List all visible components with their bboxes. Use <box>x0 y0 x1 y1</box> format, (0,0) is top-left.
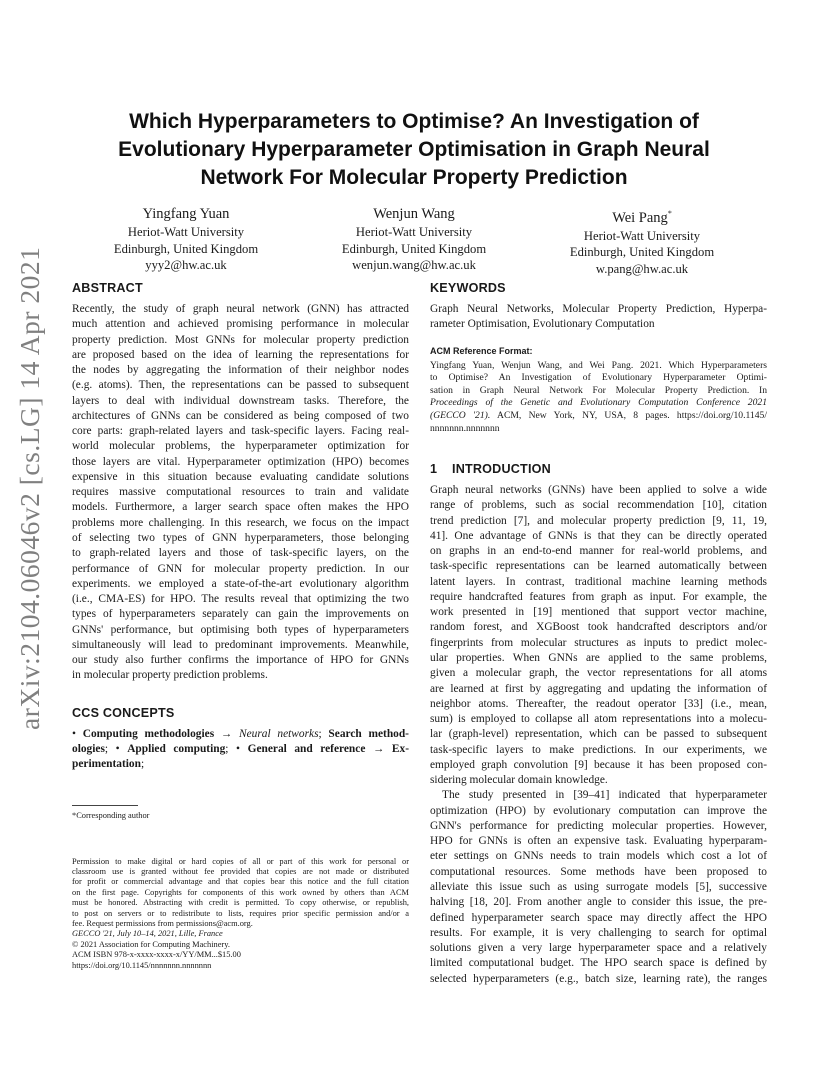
author-email: wenjun.wang@hw.ac.uk <box>352 258 476 272</box>
isbn: ACM ISBN 978-x-xxxx-xxxx-x/YY/MM...$15.00 <box>72 950 241 960</box>
footnote-rule <box>72 805 138 806</box>
text-line: to graph-related layers and those of task-specific layers, on the <box>72 547 409 560</box>
acm-ref-line: Yingfang Yuan, Wenjun Wang, and Wei Pang. 2021. Which Hyperparameters <box>430 359 767 371</box>
text-line: much attention and achieved promising performance in molecular <box>72 318 409 331</box>
author-location: Edinburgh, United Kingdom <box>341 241 487 256</box>
keywords-line: Graph Neural Networks, Molecular Property Prediction, Hyperpa- <box>430 303 767 315</box>
acm-ref-line: to Optimise? An Investigation of Evolutionary Hyperparameter Optimi- <box>430 372 767 384</box>
text-line: our study also further confirms the importance of HPO for GNNs <box>72 654 409 667</box>
text-line: given a molecular graph, the vector representations for all atoms <box>430 667 767 680</box>
title-line: Evolutionary Hyperparameter Optimisation in Graph Neural <box>118 138 710 161</box>
text-line: defined hyperparameter search space may directly affect the HPO <box>430 911 767 924</box>
text-line: HPO for GNNs is often an expensive task. Evaluating hyperparam- <box>430 835 767 848</box>
text-line: task-specific representations can be learned automatically between <box>430 560 767 573</box>
title-line: Which Hyperparameters to Optimise? An Investigation of <box>129 110 699 133</box>
venue: GECCO '21, July 10–14, 2021, Lille, France <box>72 929 223 939</box>
text-line: sum) is employed to collapse all atom representations into a molecu- <box>430 713 767 726</box>
text-line: halving [18, 20]. From another angle to consider this issue, the pre- <box>430 896 767 909</box>
section-number: 1 <box>430 462 438 477</box>
text-line: work presented in [19] mentioned that support vector machine, <box>430 606 767 619</box>
text-line: eter settings on GNNs needs to train models which cost a lot of <box>430 850 767 863</box>
author-affiliation: Heriot-Watt University <box>355 225 473 239</box>
permission-meta <box>72 929 409 971</box>
author-block <box>72 204 756 277</box>
text-line: are learned at first by aggregating and updating the information of <box>430 682 767 695</box>
text-line: classroom use is granted without fee provided that copies are not made or distributed <box>72 867 409 877</box>
acm-reference <box>430 360 767 436</box>
author-affiliation: Heriot-Watt University <box>583 228 701 243</box>
text-line: property prediction. Most GNNs for molecular property prediction <box>72 333 409 346</box>
text-line: random forest, and XGBoost took handcrafted descriptors and/or <box>430 621 767 634</box>
text-line: those layers are vital. Hyperparameter optimization (HPO) becomes <box>72 455 409 468</box>
abstract-heading: ABSTRACT <box>72 281 143 295</box>
author-1 <box>72 204 300 277</box>
keywords-text <box>430 302 767 333</box>
text-line: (i.e., CMA-ES) for HPO. The results reveal that optimizing the two <box>72 593 409 606</box>
doi: https://doi.org/10.1145/nnnnnnn.nnnnnnn <box>72 960 212 970</box>
text-line: Recently, the study of graph neural network (GNN) has attracted <box>72 303 409 315</box>
text-line: world molecular problems, the hyperparameter optimization for <box>72 440 409 453</box>
text-line: expensive in this situation because evaluating candidate solutions <box>72 470 409 483</box>
acm-ref-line: sation in Graph Neural Network For Molecular Property Prediction. In <box>430 384 767 396</box>
text-line: Permission to make digital or hard copies of all or part of this work for personal or <box>72 856 409 866</box>
text-line: require handcrafted features from graph as input. For example, the <box>430 590 767 603</box>
author-name: Wenjun Wang <box>373 206 455 222</box>
author-name-text: Wei Pang <box>612 209 668 226</box>
text-line: performance of GNN for molecular property prediction. In our <box>72 562 409 575</box>
text-line: fingerprints from molecular structures as inputs to predict molec- <box>430 636 767 649</box>
acm-ref-line: nnnnnnn.nnnnnnn <box>430 422 500 434</box>
text-line: employed graph convolution [9] because it has been proposed con- <box>430 758 767 771</box>
text-line: simultaneously will lead to predominant improvements. Meanwhile, <box>72 638 409 651</box>
intro-heading <box>430 461 767 477</box>
left-column <box>72 280 409 971</box>
corresponding-mark: * <box>667 209 672 218</box>
text-line: experiments. we employed a state-of-the-art evolutionary algorithm <box>72 577 409 590</box>
text-line: are proposed based on the idea of learning the representations for <box>72 348 409 361</box>
text-line: types of hyperparameters separately can gain the improvements on <box>72 608 409 621</box>
arxiv-stamp: arXiv:2104.06046v2 [cs.LG] 14 Apr 2021 <box>14 246 45 730</box>
author-location: Edinburgh, United Kingdom <box>113 241 259 256</box>
ccs-line-3: perimentation; <box>72 757 145 770</box>
text-line: must be honored. Abstracting with credit is permitted. To copy otherwise, or republish, <box>72 898 409 908</box>
text-line: sidering molecular domain knowledge. <box>430 774 608 787</box>
text-line: for profit or commercial advantage and that copies bear this notice and the full citation <box>72 877 409 887</box>
text-line: computational resources. Some methods have been proposed to <box>430 865 767 878</box>
text-line: the nodes by aggregating the information of their neighbor nodes <box>72 364 409 377</box>
text-line: on the first page. Copyrights for components of this work owned by others than ACM <box>72 887 409 897</box>
permission-notice <box>72 857 409 930</box>
right-column <box>430 280 767 987</box>
text-line: results. For example, it is very challenging to search for optimal <box>430 926 767 939</box>
title-line: Network For Molecular Property Prediction <box>200 166 628 189</box>
footnote: *Corresponding author <box>72 810 150 820</box>
abstract-text <box>72 302 409 684</box>
text-line: fee. Request permissions from permissions@acm.org. <box>72 918 253 928</box>
text-line: neighbor atoms. Thereafter, the readout operator [33] (i.e., mean, <box>430 697 767 710</box>
ccs-line-1: • Computing methodologies → Neural networks; Search method- <box>72 727 409 740</box>
paper-title <box>72 108 756 192</box>
acm-ref-line: Proceedings of the Genetic and Evolutionary Computation Conference 2021 <box>430 397 767 409</box>
author-affiliation: Heriot-Watt University <box>127 225 245 239</box>
text-line: range of problems, such as social recommendation [10], citation <box>430 499 767 512</box>
copyright: © 2021 Association for Computing Machinery. <box>72 939 230 949</box>
text-line: core parts: graph-related layers and task-specific layers. Facing real- <box>72 425 409 438</box>
author-name: Yingfang Yuan <box>142 206 230 222</box>
text-line: GNN's performance for predicting molecular properties. However, <box>430 819 767 832</box>
text-line: ular properties. When GNNs are applied to the same problems, <box>430 652 767 665</box>
text-line: The study presented in [39–41] indicated that hyperparameter <box>442 789 767 802</box>
text-line: GNNs' performance, but optimising both types of hyperparameters <box>72 623 409 636</box>
text-line: models. Furthermore, a larger search space often makes the HPO <box>72 501 409 514</box>
ccs-concepts <box>72 727 409 772</box>
text-line: (e.g. atoms). Then, the representations can be passed to subsequent <box>72 379 409 392</box>
text-line: latent layers. In contrast, traditional machine learning methods <box>430 575 767 588</box>
ccs-line-2: ologies; • Applied computing; • General and reference → Ex- <box>72 742 409 755</box>
text-line: optimization (HPO) by evolutionary computation can improve the <box>430 804 767 817</box>
text-line: lar (graph-level) representation, which can be passed to subsequent <box>430 728 767 741</box>
ccs-heading: CCS CONCEPTS <box>72 705 175 720</box>
keywords-heading: KEYWORDS <box>430 281 506 295</box>
acm-ref-line: (GECCO '21). ACM, New York, NY, USA, 8 pages. https://doi.org/10.1145/ <box>430 409 767 421</box>
author-name <box>528 204 756 228</box>
keywords-line: rameter Optimisation, Evolutionary Computation <box>430 318 655 331</box>
text-line: of selecting two types of GNN hyperparameters, those belonging <box>72 531 409 544</box>
text-line: to post on servers or to redistribute to lists, requires prior specific permission and/or a <box>72 908 409 918</box>
text-line: solutions given a very large hyperparameter space and a relatively <box>430 942 767 955</box>
text-line: selected hyperparameters (e.g., batch size, learning rate), the ranges <box>430 972 767 985</box>
author-2 <box>300 204 528 277</box>
acm-reference-heading: ACM Reference Format: <box>430 345 533 356</box>
section-title: INTRODUCTION <box>452 462 551 477</box>
text-line: Graph neural networks (GNNs) have been applied to solve a wide <box>430 484 767 497</box>
text-line: trend prediction [7], and molecular property prediction [9, 11, 19, <box>430 514 767 527</box>
text-line: on graphs in an end-to-end manner for real-world problems, and <box>430 545 767 558</box>
intro-para-2 <box>430 788 767 986</box>
intro-para-1 <box>430 483 767 788</box>
author-3 <box>528 204 756 277</box>
text-line: layers to deal with individual downstream tasks. Therefore, the <box>72 394 409 407</box>
text-line: requires massive computational resources to train and validate <box>72 486 409 499</box>
text-line: task-specific layers to make predictions. In our experiments, we <box>430 743 767 756</box>
author-email: w.pang@hw.ac.uk <box>595 261 689 276</box>
author-location: Edinburgh, United Kingdom <box>569 245 715 260</box>
text-line: limited computational budget. The HPO search space is defined by <box>430 957 767 970</box>
text-line: 41]. One advantage of GNNs is that they can be directly operated <box>430 529 767 542</box>
text-line: problems more challenging. In this research, we focus on the impact <box>72 516 409 529</box>
text-line: alleviate this issue such as using surrogate models [5], successive <box>430 881 767 893</box>
text-line: architectures of GNNs can be considered as being composed of two <box>72 409 409 422</box>
author-email: yyy2@hw.ac.uk <box>145 258 227 272</box>
text-line: in molecular property prediction problems. <box>72 669 268 682</box>
